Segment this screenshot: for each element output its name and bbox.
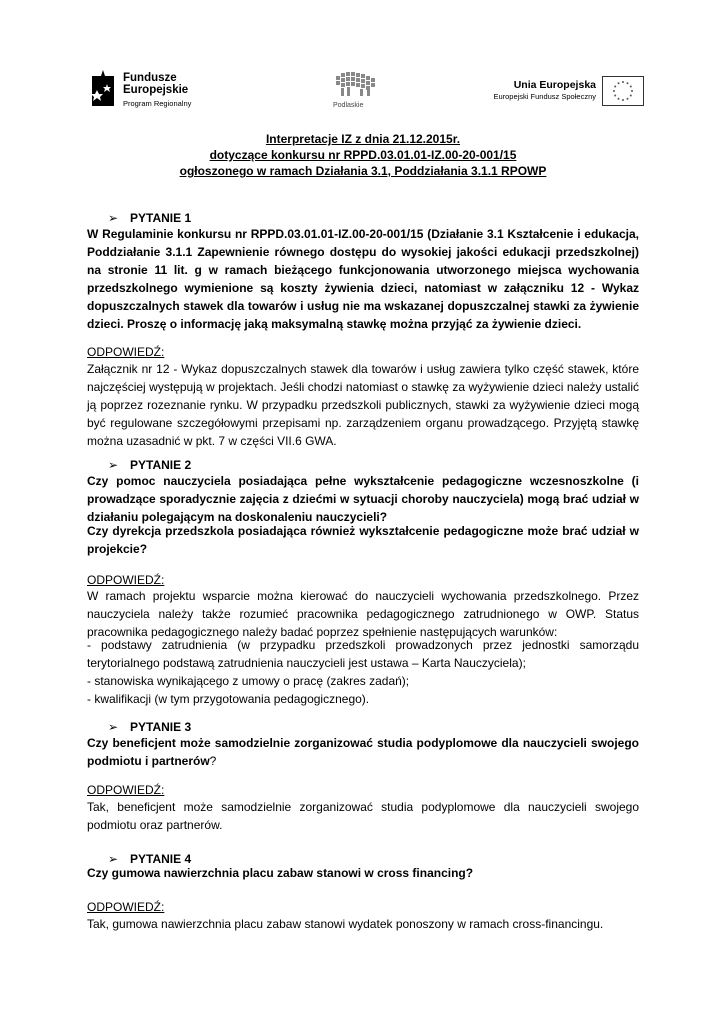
unia-europejska-logo <box>484 76 644 110</box>
fe-logo-line3: Program Regionalny <box>123 99 192 108</box>
question-4-heading-label: PYTANIE 4 <box>130 852 192 866</box>
bison-icon <box>330 68 380 102</box>
question-2-heading <box>108 457 191 473</box>
answer-4-label: ODPOWIEDŹ: <box>87 900 165 914</box>
arrow-bullet-icon: ➢ <box>108 852 119 866</box>
question-1-heading <box>108 210 191 226</box>
answer-2-text: W ramach projektu wsparcie można kierować do nauczycieli wychowania przedszkolnego. Przez nauczyciela należy także rozumieć pracownika pedagogicznego zatrudnionego w OWP. Status pracownika pedagogicznego należy badać poprzez spełnienie następujących warunków: <box>87 589 639 639</box>
answer-3-text: Tak, beneficjent może samodzielnie zorganizować studia podyplomowe dla nauczycieli swojego podmiotu oraz partnerów. <box>87 800 639 832</box>
question-3-text-bold: Czy beneficjent może samodzielnie zorganizować studia podyplomowe dla nauczycieli swojego podmiotu i partnerów <box>87 736 639 768</box>
arrow-bullet-icon: ➢ <box>108 720 119 734</box>
podlaskie-label: Podlaskie <box>333 102 364 109</box>
answer-2-label: ODPOWIEDŹ: <box>87 573 165 587</box>
answer-2-list-item: - kwalifikacji (w tym przygotowania pedagogicznego). <box>87 692 370 706</box>
answer-3-label: ODPOWIEDŹ: <box>87 783 165 797</box>
answer-4-text: Tak, gumowa nawierzchnia placu zabaw stanowi wydatek ponoszony w ramach cross-financingu. <box>87 917 604 931</box>
question-1-heading-label: PYTANIE 1 <box>130 211 192 225</box>
question-3-text-suffix: ? <box>209 754 217 768</box>
title-line-1: Interpretacje IZ z dnia 21.12.2015r. <box>265 132 461 146</box>
fe-logo-line1: Fundusze <box>123 72 177 84</box>
ue-logo-line1: Unia Europejska <box>513 79 596 91</box>
answer-1-label: ODPOWIEDŹ: <box>87 345 165 359</box>
title-line-3: ogłoszonego w ramach Działania 3.1, Poddziałania 3.1.1 RPOWP <box>179 164 547 178</box>
question-3-heading-label: PYTANIE 3 <box>130 720 192 734</box>
answer-2-list <box>87 636 639 708</box>
answer-1-text: Załącznik nr 12 - Wykaz dopuszczalnych stawek dla towarów i usług zawiera tylko część stawek, które najczęściej występują w projektach. Jeśli chodzi natomiast o stawkę za wyżywienie dzieci należy ustalić ją poprzez rozeznanie rynku. W przypadku przedszkoli publicznych, stawki za wyżywienie dzieci mogą być regulowane szczegółowymi przepisami np. zarządzeniem organu prowadzącego. Przyjętą stawkę można uzasadnić w pkt. 7 w części VII.6 GWA. <box>87 362 639 448</box>
answer-2-list-item: - stanowiska wynikającego z umowy o pracę (zakres zadań); <box>87 674 410 688</box>
question-3-text <box>87 734 639 770</box>
question-2-text: Czy pomoc nauczyciela posiadająca pełne wykształcenie pedagogiczne wczesnoszkolne (i prowadzące sporadycznie zajęcia z dziećmi w sytuacji choroby nauczyciela) mogą brać udział w działaniu polegającym na doskonaleniu nauczycieli? <box>87 474 639 524</box>
answer-2-list-item: - podstawy zatrudnienia (w przypadku przedszkoli prowadzonych przez jednostki samorządu terytorialnego podstawą zatrudnienia nauczycieli jest ustawa – Karta Nauczyciela); <box>87 638 639 670</box>
podlaskie-logo <box>330 68 380 116</box>
fe-star-icon <box>90 70 116 110</box>
arrow-bullet-icon: ➢ <box>108 211 119 225</box>
question-1-text: W Regulaminie konkursu nr RPPD.03.01.01-IZ.00-20-001/15 (Działanie 3.1 Kształcenie i edukacja, Poddziałanie 3.1.1 Zapewnienie równego dostępu do wysokiej jakości edukacji przedszkolnej) na stronie 11 lit. g w ramach bieżącego funkcjonowania utworzonego miejsca wychowania przedszkolnego wymienione są koszty żywienia dzieci, natomiast w załączniku 12 - Wykaz dopuszczalnych stawek dla towarów i usług nie ma wskazanej dopuszczalnej stawki za żywienie dzieci. Proszę o informację jaką maksymalną stawkę można przyjąć za żywienie dzieci. <box>87 227 639 331</box>
ue-logo-line2: Europejski Fundusz Społeczny <box>493 92 596 101</box>
question-2-heading-label: PYTANIE 2 <box>130 458 192 472</box>
fe-logo-line2: Europejskie <box>123 84 189 96</box>
arrow-bullet-icon: ➢ <box>108 458 119 472</box>
fundusze-europejskie-logo <box>90 70 220 112</box>
document-title <box>87 131 639 179</box>
title-line-2: dotyczące konkursu nr RPPD.03.01.01-IZ.00-20-001/15 <box>209 148 517 162</box>
question-2-text-2: Czy dyrekcja przedszkola posiadająca również wykształcenie pedagogiczne może brać udział w projekcie? <box>87 524 639 556</box>
question-3-heading <box>108 719 191 735</box>
question-4-text: Czy gumowa nawierzchnia placu zabaw stanowi w cross financing? <box>87 866 474 880</box>
eu-flag-icon <box>602 76 644 106</box>
